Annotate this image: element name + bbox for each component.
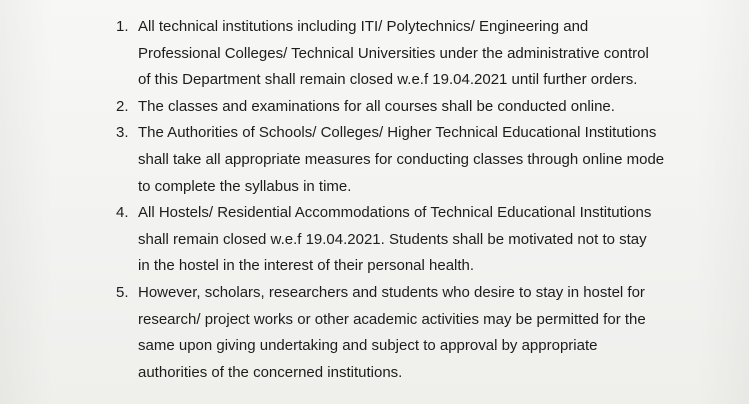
list-item xyxy=(0,120,665,200)
item-number: 2. xyxy=(116,97,129,115)
list-item xyxy=(0,280,654,386)
item-number: 4. xyxy=(116,204,129,222)
item-line-text: All technical institutions including ITI/ Polytechnics/ Engineering and xyxy=(138,18,589,35)
item-line: The Authorities of Schools/ Colleges/ Higher Technical Educational Institutions xyxy=(138,124,657,142)
item-line: shall remain closed w.e.f 19.04.2021. Students shall be motivated not to stay xyxy=(138,230,647,248)
item-line: All Hostels/ Residential Accommodations of Technical Educational Institutions xyxy=(138,204,652,222)
item-line: The classes and examinations for all courses shall be conducted online. xyxy=(138,97,615,115)
item-line: same upon giving undertaking and subject to approval by appropriate xyxy=(138,337,598,355)
item-line: Professional Colleges/ Technical Universities under the administrative control xyxy=(138,44,649,62)
item-line: of this Department shall remain closed w.e.f 19.04.2021 until further orders. xyxy=(138,71,638,89)
numbered-list xyxy=(0,14,749,386)
item-line: However, scholars, researchers and students who desire to stay in hostel for xyxy=(138,283,645,301)
list-item xyxy=(0,94,654,121)
item-number: 5. xyxy=(116,283,129,301)
item-number: 1. xyxy=(116,18,129,35)
item-line: research/ project works or other academic activities may be permitted for the xyxy=(138,310,646,328)
item-line: in the hostel in the interest of their personal health. xyxy=(138,257,475,275)
list-item xyxy=(0,14,654,94)
item-line: shall take all appropriate measures for conducting classes through online mode xyxy=(138,150,665,168)
item-line xyxy=(138,14,654,41)
item-number: 3. xyxy=(116,124,129,142)
list-item xyxy=(0,200,654,280)
item-line: authorities of the concerned institutions. xyxy=(138,363,403,381)
item-line: to complete the syllabus in time. xyxy=(138,177,352,195)
